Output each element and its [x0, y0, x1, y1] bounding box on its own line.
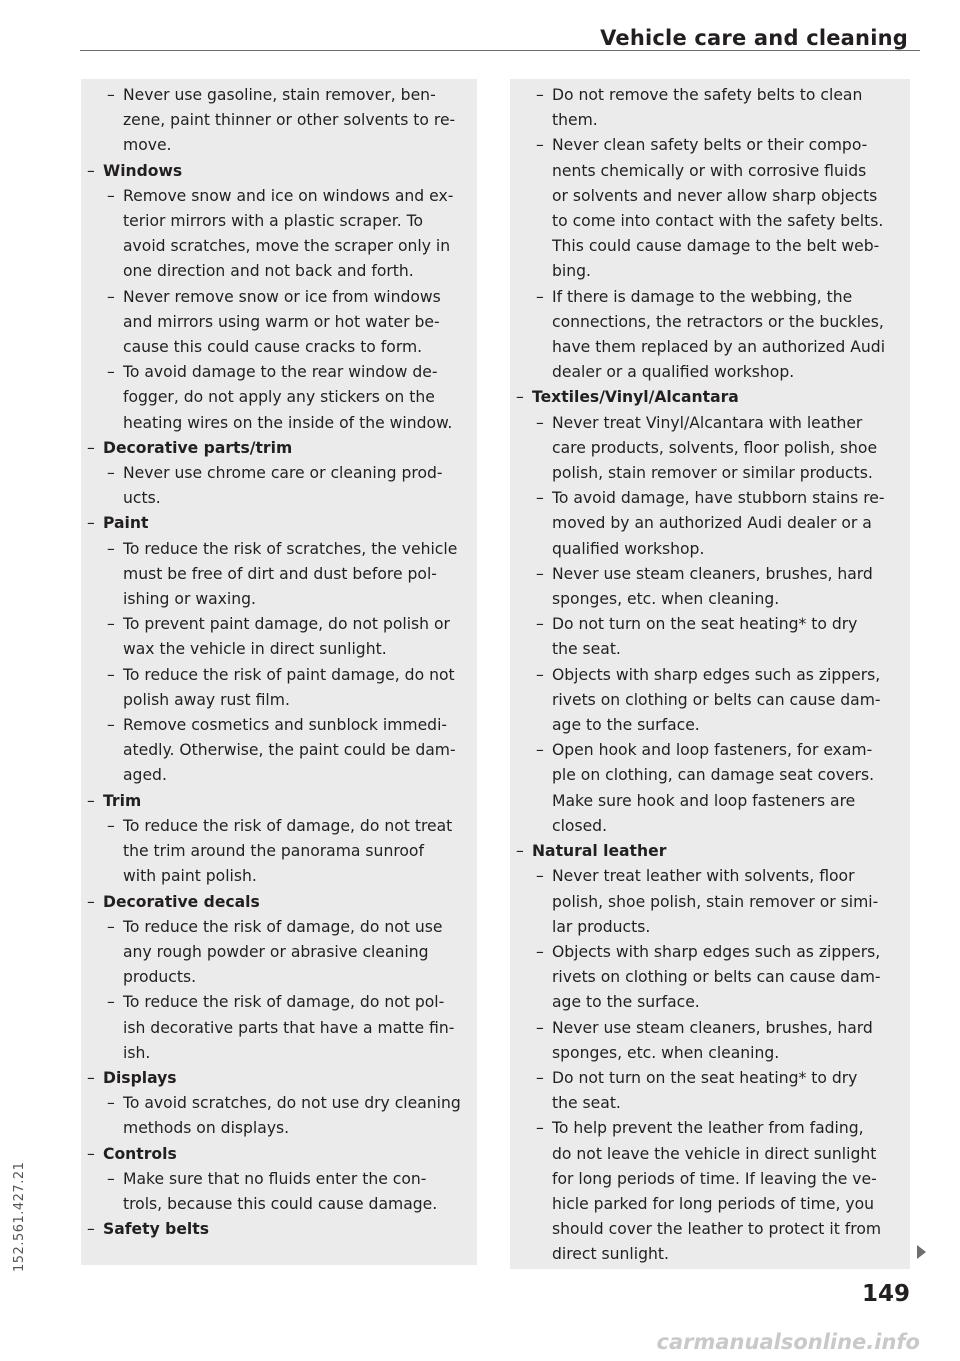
text-line: and mirrors using warm or hot water be-: [123, 312, 440, 331]
dash-bullet: –: [536, 615, 544, 634]
text-line: products.: [123, 968, 197, 987]
text-line: Never use chrome care or cleaning prod-: [123, 464, 443, 483]
text-line: age to the surface.: [552, 993, 700, 1012]
text-line: sponges, etc. when cleaning.: [552, 1043, 780, 1062]
dash-bullet: –: [536, 86, 544, 104]
item-text: [552, 1066, 910, 1116]
dash-bullet: –: [107, 1094, 115, 1113]
dash-bullet: –: [87, 791, 95, 810]
text-line: qualified workshop.: [552, 539, 705, 558]
dash-bullet: –: [536, 665, 544, 684]
text-line: ucts.: [123, 489, 161, 508]
dash-bullet: –: [87, 1068, 95, 1087]
text-line: have them replaced by an authorized Audi: [552, 338, 886, 357]
section-heading: [81, 1142, 477, 1167]
item-text: [552, 562, 910, 612]
text-line: To help prevent the leather from fading,: [552, 1119, 864, 1138]
text-line: Natural leather: [532, 842, 667, 861]
dash-bullet: –: [536, 489, 544, 508]
text-line: Never treat Vinyl/Alcantara with leather: [552, 413, 863, 432]
text-line: Never clean safety belts or their compo-: [552, 136, 868, 155]
item-text: [123, 360, 477, 436]
text-line: move.: [123, 136, 172, 155]
list-item: [81, 461, 477, 511]
text-line: moved by an authorized Audi dealer or a: [552, 514, 872, 533]
dash-bullet: –: [536, 942, 544, 961]
dash-bullet: –: [107, 917, 115, 936]
text-line: care products, solvents, floor polish, shoe: [552, 438, 878, 457]
text-line: any rough powder or abrasive cleaning: [123, 942, 429, 961]
text-line: Objects with sharp edges such as zippers,: [552, 942, 881, 961]
text-line: Textiles/Vinyl/Alcantara: [532, 388, 739, 407]
text-line: fogger, do not apply any stickers on the: [123, 388, 435, 407]
header-rule: [80, 50, 920, 51]
text-line: bing.: [552, 262, 591, 281]
text-line: trols, because this could cause damage.: [123, 1194, 438, 1213]
text-line: direct sunlight.: [552, 1245, 669, 1264]
item-text: [103, 1217, 477, 1242]
item-text: [552, 612, 910, 662]
dash-bullet: –: [87, 892, 95, 911]
item-text: [552, 83, 910, 133]
item-text: [103, 159, 477, 184]
text-line: Never treat leather with solvents, floor: [552, 867, 855, 886]
text-line: Make sure hook and loop fasteners are: [552, 791, 856, 810]
text-line: cause this could cause cracks to form.: [123, 338, 423, 357]
text-line: closed.: [552, 816, 608, 835]
text-line: Remove snow and ice on windows and ex-: [123, 186, 454, 205]
section-heading: [510, 839, 910, 864]
text-line: ish decorative parts that have a matte fin-: [123, 1018, 455, 1037]
text-line: rivets on clothing or belts can cause dam-: [552, 690, 881, 709]
text-line: ishing or waxing.: [123, 590, 256, 609]
item-text: [123, 713, 477, 789]
text-line: Do not remove the safety belts to clean: [552, 86, 863, 104]
text-line: for long periods of time. If leaving the ve-: [552, 1169, 877, 1188]
dash-bullet: –: [107, 716, 115, 735]
dash-bullet: –: [107, 816, 115, 835]
text-line: To reduce the risk of damage, do not treat: [123, 816, 453, 835]
text-line: To avoid scratches, do not use dry cleaning: [123, 1094, 461, 1113]
list-item: [510, 486, 910, 562]
item-text: [552, 486, 910, 562]
text-line: Do not turn on the seat heating* to dry: [552, 615, 858, 634]
text-line: wax the vehicle in direct sunlight.: [123, 640, 387, 659]
dash-bullet: –: [107, 363, 115, 382]
list-item: [81, 814, 477, 890]
dash-bullet: –: [107, 539, 115, 558]
dash-bullet: –: [536, 1119, 544, 1138]
side-code: 152.561.427.21: [12, 1161, 27, 1272]
section-heading: [81, 1066, 477, 1091]
text-line: atedly. Otherwise, the paint could be dam-: [123, 741, 456, 760]
dash-bullet: –: [107, 86, 115, 104]
item-text: [123, 285, 477, 361]
text-line: methods on displays.: [123, 1119, 290, 1138]
dash-bullet: –: [107, 665, 115, 684]
text-line: Decorative parts/trim: [103, 438, 293, 457]
list-item: [510, 1116, 910, 1267]
item-text: [123, 990, 477, 1066]
text-line: ple on clothing, can damage seat covers.: [552, 766, 875, 785]
dash-bullet: –: [536, 1018, 544, 1037]
text-line: must be free of dirt and dust before pol-: [123, 564, 437, 583]
dash-bullet: –: [536, 413, 544, 432]
dash-bullet: –: [107, 186, 115, 205]
text-line: Controls: [103, 1144, 177, 1163]
list-item: [510, 411, 910, 487]
text-line: or solvents and never allow sharp objects: [552, 186, 878, 205]
item-text: [123, 915, 477, 991]
text-line: them.: [552, 111, 598, 130]
text-line: Do not turn on the seat heating* to dry: [552, 1068, 858, 1087]
text-line: heating wires on the inside of the window.: [123, 413, 453, 432]
list-item: [81, 612, 477, 662]
left-column-panel: [81, 79, 477, 1265]
list-item: [510, 1016, 910, 1066]
text-line: nents chemically or with corrosive fluids: [552, 161, 867, 180]
item-text: [552, 738, 910, 839]
dash-bullet: –: [87, 161, 95, 180]
list-item: [81, 285, 477, 361]
item-text: [123, 184, 477, 285]
text-line: To reduce the risk of damage, do not pol-: [123, 993, 445, 1012]
list-item: [510, 133, 910, 284]
list-item: [510, 738, 910, 839]
text-line: Objects with sharp edges such as zippers,: [552, 665, 881, 684]
item-text: [123, 814, 477, 890]
text-line: Paint: [103, 514, 149, 533]
item-text: [552, 663, 910, 739]
list-item: [81, 360, 477, 436]
section-heading: [81, 789, 477, 814]
list-item: [510, 285, 910, 386]
header-title: Vehicle care and cleaning: [600, 26, 908, 50]
text-line: If there is damage to the webbing, the: [552, 287, 853, 306]
item-text: [103, 1142, 477, 1167]
dash-bullet: –: [516, 388, 524, 407]
text-line: To avoid damage to the rear window de-: [123, 363, 438, 382]
text-line: Never use gasoline, stain remover, ben-: [123, 86, 436, 104]
text-line: To reduce the risk of paint damage, do not: [123, 665, 455, 684]
text-line: terior mirrors with a plastic scraper. To: [123, 212, 424, 231]
text-line: Never use steam cleaners, brushes, hard: [552, 1018, 873, 1037]
text-line: Remove cosmetics and sunblock immedi-: [123, 716, 448, 735]
section-heading: [81, 890, 477, 915]
item-text: [552, 864, 910, 940]
list-item: [510, 940, 910, 1016]
list-item: [81, 1167, 477, 1217]
item-text: [103, 789, 477, 814]
text-line: To reduce the risk of scratches, the vehicle: [123, 539, 458, 558]
item-text: [123, 1167, 477, 1217]
item-text: [103, 511, 477, 536]
text-line: polish, shoe polish, stain remover or simi-: [552, 892, 879, 911]
section-heading: [81, 159, 477, 184]
text-line: Never use steam cleaners, brushes, hard: [552, 564, 873, 583]
dash-bullet: –: [536, 1068, 544, 1087]
dash-bullet: –: [107, 1169, 115, 1188]
text-line: Decorative decals: [103, 892, 260, 911]
list-item: [81, 184, 477, 285]
text-line: age to the surface.: [552, 716, 700, 735]
dash-bullet: –: [516, 842, 524, 861]
text-line: Never remove snow or ice from windows: [123, 287, 441, 306]
dash-bullet: –: [87, 1144, 95, 1163]
item-text: [123, 612, 477, 662]
text-line: hicle parked for long periods of time, you: [552, 1194, 875, 1213]
text-line: Open hook and loop fasteners, for exam-: [552, 741, 873, 760]
item-text: [552, 133, 910, 284]
item-text: [123, 663, 477, 713]
list-item: [510, 612, 910, 662]
list-item: [81, 915, 477, 991]
dash-bullet: –: [107, 993, 115, 1012]
list-item: [81, 990, 477, 1066]
list-item: [510, 663, 910, 739]
right-column-panel: [510, 79, 910, 1269]
list-item: [510, 864, 910, 940]
text-line: rivets on clothing or belts can cause dam-: [552, 968, 881, 987]
item-text: [532, 385, 910, 410]
dash-bullet: –: [536, 564, 544, 583]
dash-bullet: –: [87, 438, 95, 457]
text-line: sponges, etc. when cleaning.: [552, 590, 780, 609]
item-text: [123, 83, 477, 159]
text-line: the trim around the panorama sunroof: [123, 842, 424, 861]
section-heading: [81, 511, 477, 536]
text-line: polish, stain remover or similar products.: [552, 464, 873, 483]
text-line: connections, the retractors or the buckles,: [552, 312, 884, 331]
dash-bullet: –: [87, 514, 95, 533]
list-item: [510, 1066, 910, 1116]
item-text: [552, 285, 910, 386]
text-line: polish away rust film.: [123, 690, 290, 709]
list-item: [81, 1091, 477, 1141]
text-line: Displays: [103, 1068, 177, 1087]
list-item: [81, 537, 477, 613]
list-item: [81, 713, 477, 789]
text-line: aged.: [123, 766, 167, 785]
item-text: [552, 411, 910, 487]
item-text: [103, 436, 477, 461]
dash-bullet: –: [536, 867, 544, 886]
section-heading: [81, 436, 477, 461]
text-line: to come into contact with the safety belts.: [552, 212, 884, 231]
text-line: To prevent paint damage, do not polish or: [123, 615, 450, 634]
text-line: ish.: [123, 1043, 151, 1062]
text-line: Windows: [103, 161, 183, 180]
item-text: [552, 940, 910, 1016]
item-text: [123, 461, 477, 511]
item-text: [552, 1016, 910, 1066]
text-line: do not leave the vehicle in direct sunlight: [552, 1144, 877, 1163]
section-heading: [510, 385, 910, 410]
list-item: [510, 562, 910, 612]
page-number: 149: [861, 1281, 910, 1307]
right-column-content: [510, 79, 910, 1268]
left-column-content: [81, 79, 477, 1242]
text-line: the seat.: [552, 640, 621, 659]
item-text: [103, 1066, 477, 1091]
text-line: the seat.: [552, 1094, 621, 1113]
item-text: [552, 1116, 910, 1267]
dash-bullet: –: [536, 136, 544, 155]
text-line: Trim: [103, 791, 142, 810]
continue-arrow-icon: [917, 1245, 926, 1259]
text-line: one direction and not back and forth.: [123, 262, 414, 281]
dash-bullet: –: [107, 464, 115, 483]
text-line: This could cause damage to the belt web-: [552, 237, 880, 256]
text-line: with paint polish.: [123, 867, 257, 886]
dash-bullet: –: [536, 287, 544, 306]
dash-bullet: –: [87, 1220, 95, 1239]
item-text: [123, 1091, 477, 1141]
text-line: To avoid damage, have stubborn stains re-: [552, 489, 885, 508]
watermark: carmanualsonline.info: [656, 1330, 920, 1354]
dash-bullet: –: [107, 615, 115, 634]
text-line: dealer or a qualified workshop.: [552, 363, 795, 382]
dash-bullet: –: [536, 741, 544, 760]
item-text: [123, 537, 477, 613]
list-item: [81, 83, 477, 159]
item-text: [532, 839, 910, 864]
text-line: should cover the leather to protect it from: [552, 1220, 882, 1239]
text-line: lar products.: [552, 917, 651, 936]
dash-bullet: –: [107, 287, 115, 306]
text-line: zene, paint thinner or other solvents to re-: [123, 111, 456, 130]
list-item: [510, 83, 910, 133]
text-line: To reduce the risk of damage, do not use: [123, 917, 443, 936]
text-line: Safety belts: [103, 1220, 209, 1239]
text-line: avoid scratches, move the scraper only in: [123, 237, 451, 256]
list-item: [81, 663, 477, 713]
item-text: [103, 890, 477, 915]
text-line: Make sure that no fluids enter the con-: [123, 1169, 427, 1188]
section-heading: [81, 1217, 477, 1242]
